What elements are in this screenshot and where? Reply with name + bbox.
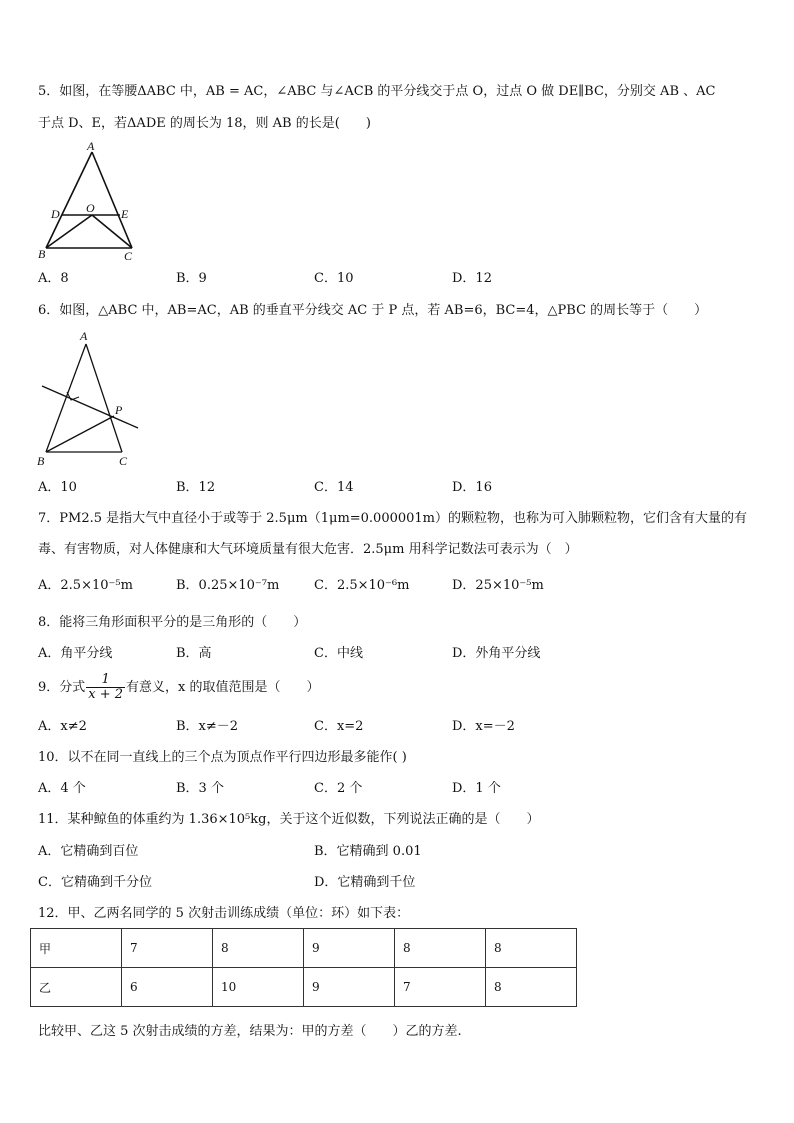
q10-option-a[interactable]: A．4 个 — [38, 781, 86, 796]
table-row — [31, 968, 577, 1007]
q6-figure — [34, 330, 144, 470]
table-cell: 10 — [213, 968, 304, 1007]
q5-label-D: D — [51, 207, 60, 221]
q11-option-a[interactable]: A．它精确到百位 — [38, 844, 139, 859]
q7-option-d[interactable]: D．25×10⁻⁵m — [452, 578, 544, 593]
q9-option-a[interactable]: A．x≠2 — [38, 719, 87, 734]
q6-stem-line1: 6．如图，△ABC 中，AB=AC，AB 的垂直平分线交 AC 于 P 点，若 AB=6，BC=4，△PBC 的周长等于（ ） — [38, 303, 708, 318]
table-cell: 9 — [304, 968, 395, 1007]
q10-option-b[interactable]: B．3 个 — [176, 781, 224, 796]
table-row — [31, 929, 577, 968]
q8-option-d[interactable]: D．外角平分线 — [452, 646, 541, 661]
table-cell: 9 — [304, 929, 395, 968]
table-cell: 甲 — [31, 929, 122, 968]
q5-label-O: O — [86, 201, 95, 215]
table-cell: 8 — [213, 929, 304, 968]
q10-option-c[interactable]: C．2 个 — [314, 781, 363, 796]
q9-fraction-denominator: x + 2 — [88, 687, 124, 702]
q7-stem-line2: 毒、有害物质，对人体健康和大气环境质量有很大危害．2.5μm 用科学记数法可表示为（ ） — [38, 542, 578, 557]
q9-prefix: 9．分式 — [38, 680, 86, 695]
q12-stem: 12．甲、乙两名同学的 5 次射击训练成绩（单位：环）如下表： — [38, 906, 410, 921]
q6-label-B: B — [37, 454, 45, 468]
q6-label-A: A — [80, 330, 88, 343]
table-cell: 8 — [486, 929, 577, 968]
q5-option-b[interactable]: B．9 — [176, 271, 207, 286]
table-cell: 8 — [486, 968, 577, 1007]
table-cell: 7 — [395, 968, 486, 1007]
table-cell: 乙 — [31, 968, 122, 1007]
q11-option-b[interactable]: B．它精确到 0.01 — [314, 844, 422, 859]
q5-option-c[interactable]: C．10 — [314, 271, 354, 286]
q7-option-b[interactable]: B．0.25×10⁻⁷m — [176, 578, 280, 593]
q8-option-c[interactable]: C．中线 — [314, 646, 363, 661]
q8-option-a[interactable]: A．角平分线 — [38, 646, 113, 661]
q9-option-b[interactable]: B．x≠－2 — [176, 719, 239, 734]
q10-stem: 10．以不在同一直线上的三个点为顶点作平行四边形最多能作( ) — [38, 750, 407, 765]
q5-stem-line1: 5．如图，在等腰ΔABC 中，AB = AC，∠ABC 与∠ACB 的平分线交于点 O，过点 O 做 DE∥BC，分别交 AB 、AC — [38, 84, 716, 99]
q9-option-d[interactable]: D．x=－2 — [452, 719, 515, 734]
q9-fraction-numerator: 1 — [86, 673, 125, 688]
q5-label-B: B — [38, 247, 46, 261]
q5-label-A: A — [87, 140, 95, 153]
q5-stem-line2: 于点 D、E，若ΔADE 的周长为 18，则 AB 的长是( ) — [38, 116, 371, 131]
q9-stem — [38, 670, 320, 706]
q8-option-b[interactable]: B．高 — [176, 646, 212, 661]
q5-label-C: C — [124, 249, 133, 263]
q5-option-d[interactable]: D．12 — [452, 271, 492, 286]
q12-conclusion: 比较甲、乙这 5 次射击成绩的方差，结果为：甲的方差（ ）乙的方差. — [38, 1024, 462, 1039]
q10-option-d[interactable]: D．1 个 — [452, 781, 501, 796]
q9-option-c[interactable]: C．x=2 — [314, 719, 364, 734]
q6-option-d[interactable]: D．16 — [452, 480, 492, 495]
q11-option-c[interactable]: C．它精确到千分位 — [38, 875, 152, 890]
q6-option-b[interactable]: B．12 — [176, 480, 216, 495]
q7-option-c[interactable]: C．2.5×10⁻⁶m — [314, 578, 410, 593]
table-cell: 7 — [122, 929, 213, 968]
q7-option-a[interactable]: A．2.5×10⁻⁵m — [38, 578, 133, 593]
q8-stem: 8．能将三角形面积平分的是三角形的（ ） — [38, 615, 307, 630]
q6-label-C: C — [119, 454, 128, 468]
q5-figure — [36, 140, 146, 264]
q5-label-E: E — [121, 207, 129, 221]
q6-label-P: P — [115, 403, 123, 417]
q9-fraction — [86, 673, 125, 702]
table-cell: 8 — [395, 929, 486, 968]
q11-stem: 11．某种鲸鱼的体重约为 1.36×10⁵kg，关于这个近似数，下列说法正确的是（ ） — [38, 812, 540, 827]
table-cell: 6 — [122, 968, 213, 1007]
q11-option-d[interactable]: D．它精确到千位 — [314, 875, 416, 890]
q7-stem-line1: 7．PM2.5 是指大气中直径小于或等于 2.5μm（1μm=0.000001m）的颗粒物，也称为可入肺颗粒物，它们含有大量的有 — [38, 511, 748, 526]
q9-suffix: 有意义，x 的取值范围是（ ） — [126, 680, 320, 695]
q12-score-table — [30, 928, 577, 1007]
q5-option-a[interactable]: A．8 — [38, 271, 69, 286]
q6-option-a[interactable]: A．10 — [38, 480, 77, 495]
q6-option-c[interactable]: C．14 — [314, 480, 354, 495]
